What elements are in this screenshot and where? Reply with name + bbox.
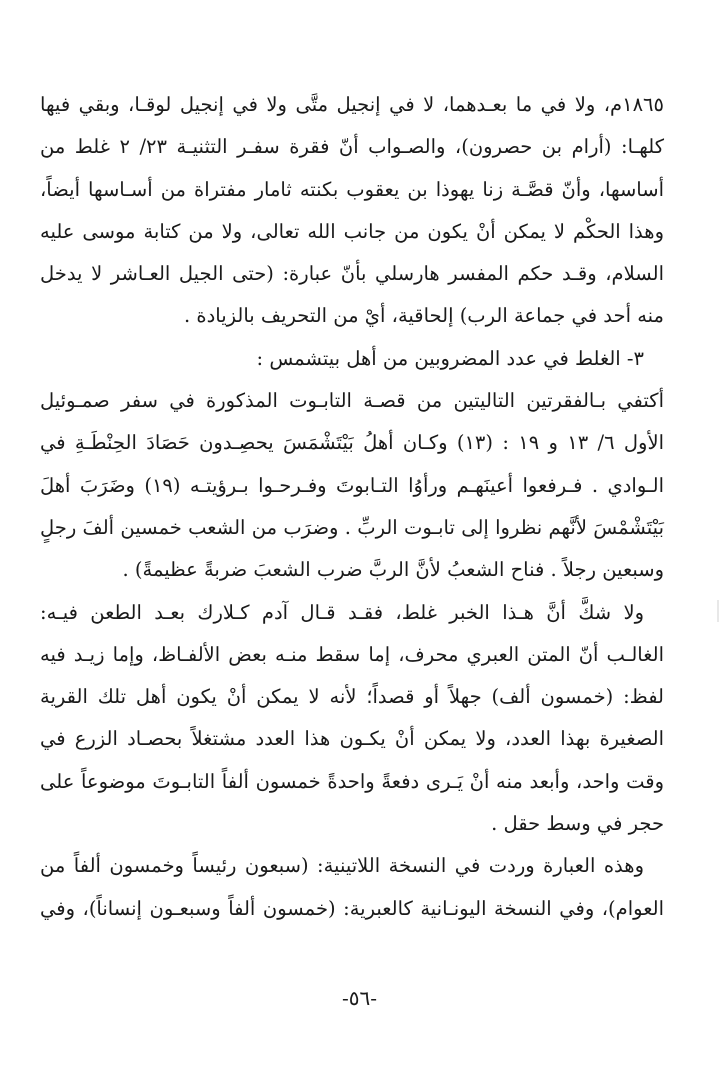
text-line: ولا شكَّ أنَّ هـذا الخبر غلط، فقـد قـال آدم كـلارك بعـد الطعن فيـه: xyxy=(40,600,644,624)
text-line: ١٨٦٥م، ولا في ما بعـدهما، لا في إنجيل متَّى ولا في إنجيل لوقـا، وبقي فيها xyxy=(40,93,664,116)
text-line: كلهـا: (أرام بن حصرون)، والصـواب أنّ فقرة سفـر التثنيـة ٢٣/ ٢ غلط من xyxy=(40,135,664,159)
page-number: -٥٦- xyxy=(341,986,377,1010)
text-line: الـوادي . فـرفعوا أعينَهـم ورأوُا التـابوتَ وفـرحـوا بـرؤيتـه (١٩) وضَرَبَ أهلَ xyxy=(40,473,664,497)
text-line: وهذا الحكْم لا يمكن أنْ يكون من جانب الله تعالى، ولا من كتابة موسى عليه xyxy=(40,219,664,243)
text-line: أكتفي بـالفقرتين التاليتين من قصـة التابـوت المذكورة في سفر صمـوئيل xyxy=(40,389,664,413)
text-line: وسبعين رجلاً . فناح الشعبُ لأنَّ الربَّ ضرب الشعبَ ضربةً عظيمةً) . xyxy=(122,558,664,582)
text-line: حجر في وسط حقل . xyxy=(491,812,664,836)
text-line: وهذه العبارة وردت في النسخة اللاتينية: (سبعون رئيساً وخمسون ألفاً من xyxy=(40,854,644,878)
text-line: لفظ: (خمسون ألف) جهلاً أو قصداً؛ لأنه لا يمكن أنْ يكون أهل تلك القرية xyxy=(40,685,664,709)
text-line: الغالـب أنّ المتن العبري محرف، إما سقط منـه بعض الألفـاظ، وإما زيـد فيه xyxy=(40,642,664,666)
body-text xyxy=(40,84,664,930)
text-line: الأول ٦/ ١٣ و ١٩ : (١٣) وكـان أهلُ بَيْتَشْمَسَ يحصِـدون حَصَادَ الحِنْطَـةِ في xyxy=(40,431,664,455)
text-line: بَيْتَشْمْسَ لأنَّهم نظروا إلى تابـوت الربِّ . وضرَب من الشعب خمسين ألفَ رجلٍ xyxy=(40,515,664,539)
section-heading: ٣- الغلط في عدد المضروبين من أهل بيتشمس : xyxy=(256,346,644,370)
text-line: العوام)، وفي النسخة اليونـانية كالعبرية: (خمسون ألفاً وسبعـون إنساناً)، وفي xyxy=(40,896,664,920)
text-line: منه أحد في جماعة الرب) إلحاقية، أيْ من التحريف بالزيادة . xyxy=(183,304,664,328)
text-line: أساسها، وأنّ قصَّـة زنا يهوذا بن يعقوب بكنته ثامار مفتراة من أسـاسها أيضاً، xyxy=(40,177,664,201)
text-line: وقت واحد، وأبعد منه أنْ يَـرى دفعةً واحدةً خمسون ألفاً التابـوتَ موضوعاً على xyxy=(40,769,664,793)
text-line: السلام، وقـد حكم المفسر هارسلي بأنّ عبارة: (حتى الجيل العـاشر لا يدخل xyxy=(40,262,664,286)
text-line: الصغيرة بهذا العدد، ولا يمكن أنْ يكـون هذا العدد مشتغلاً بحصـاد الزرع في xyxy=(40,727,664,751)
